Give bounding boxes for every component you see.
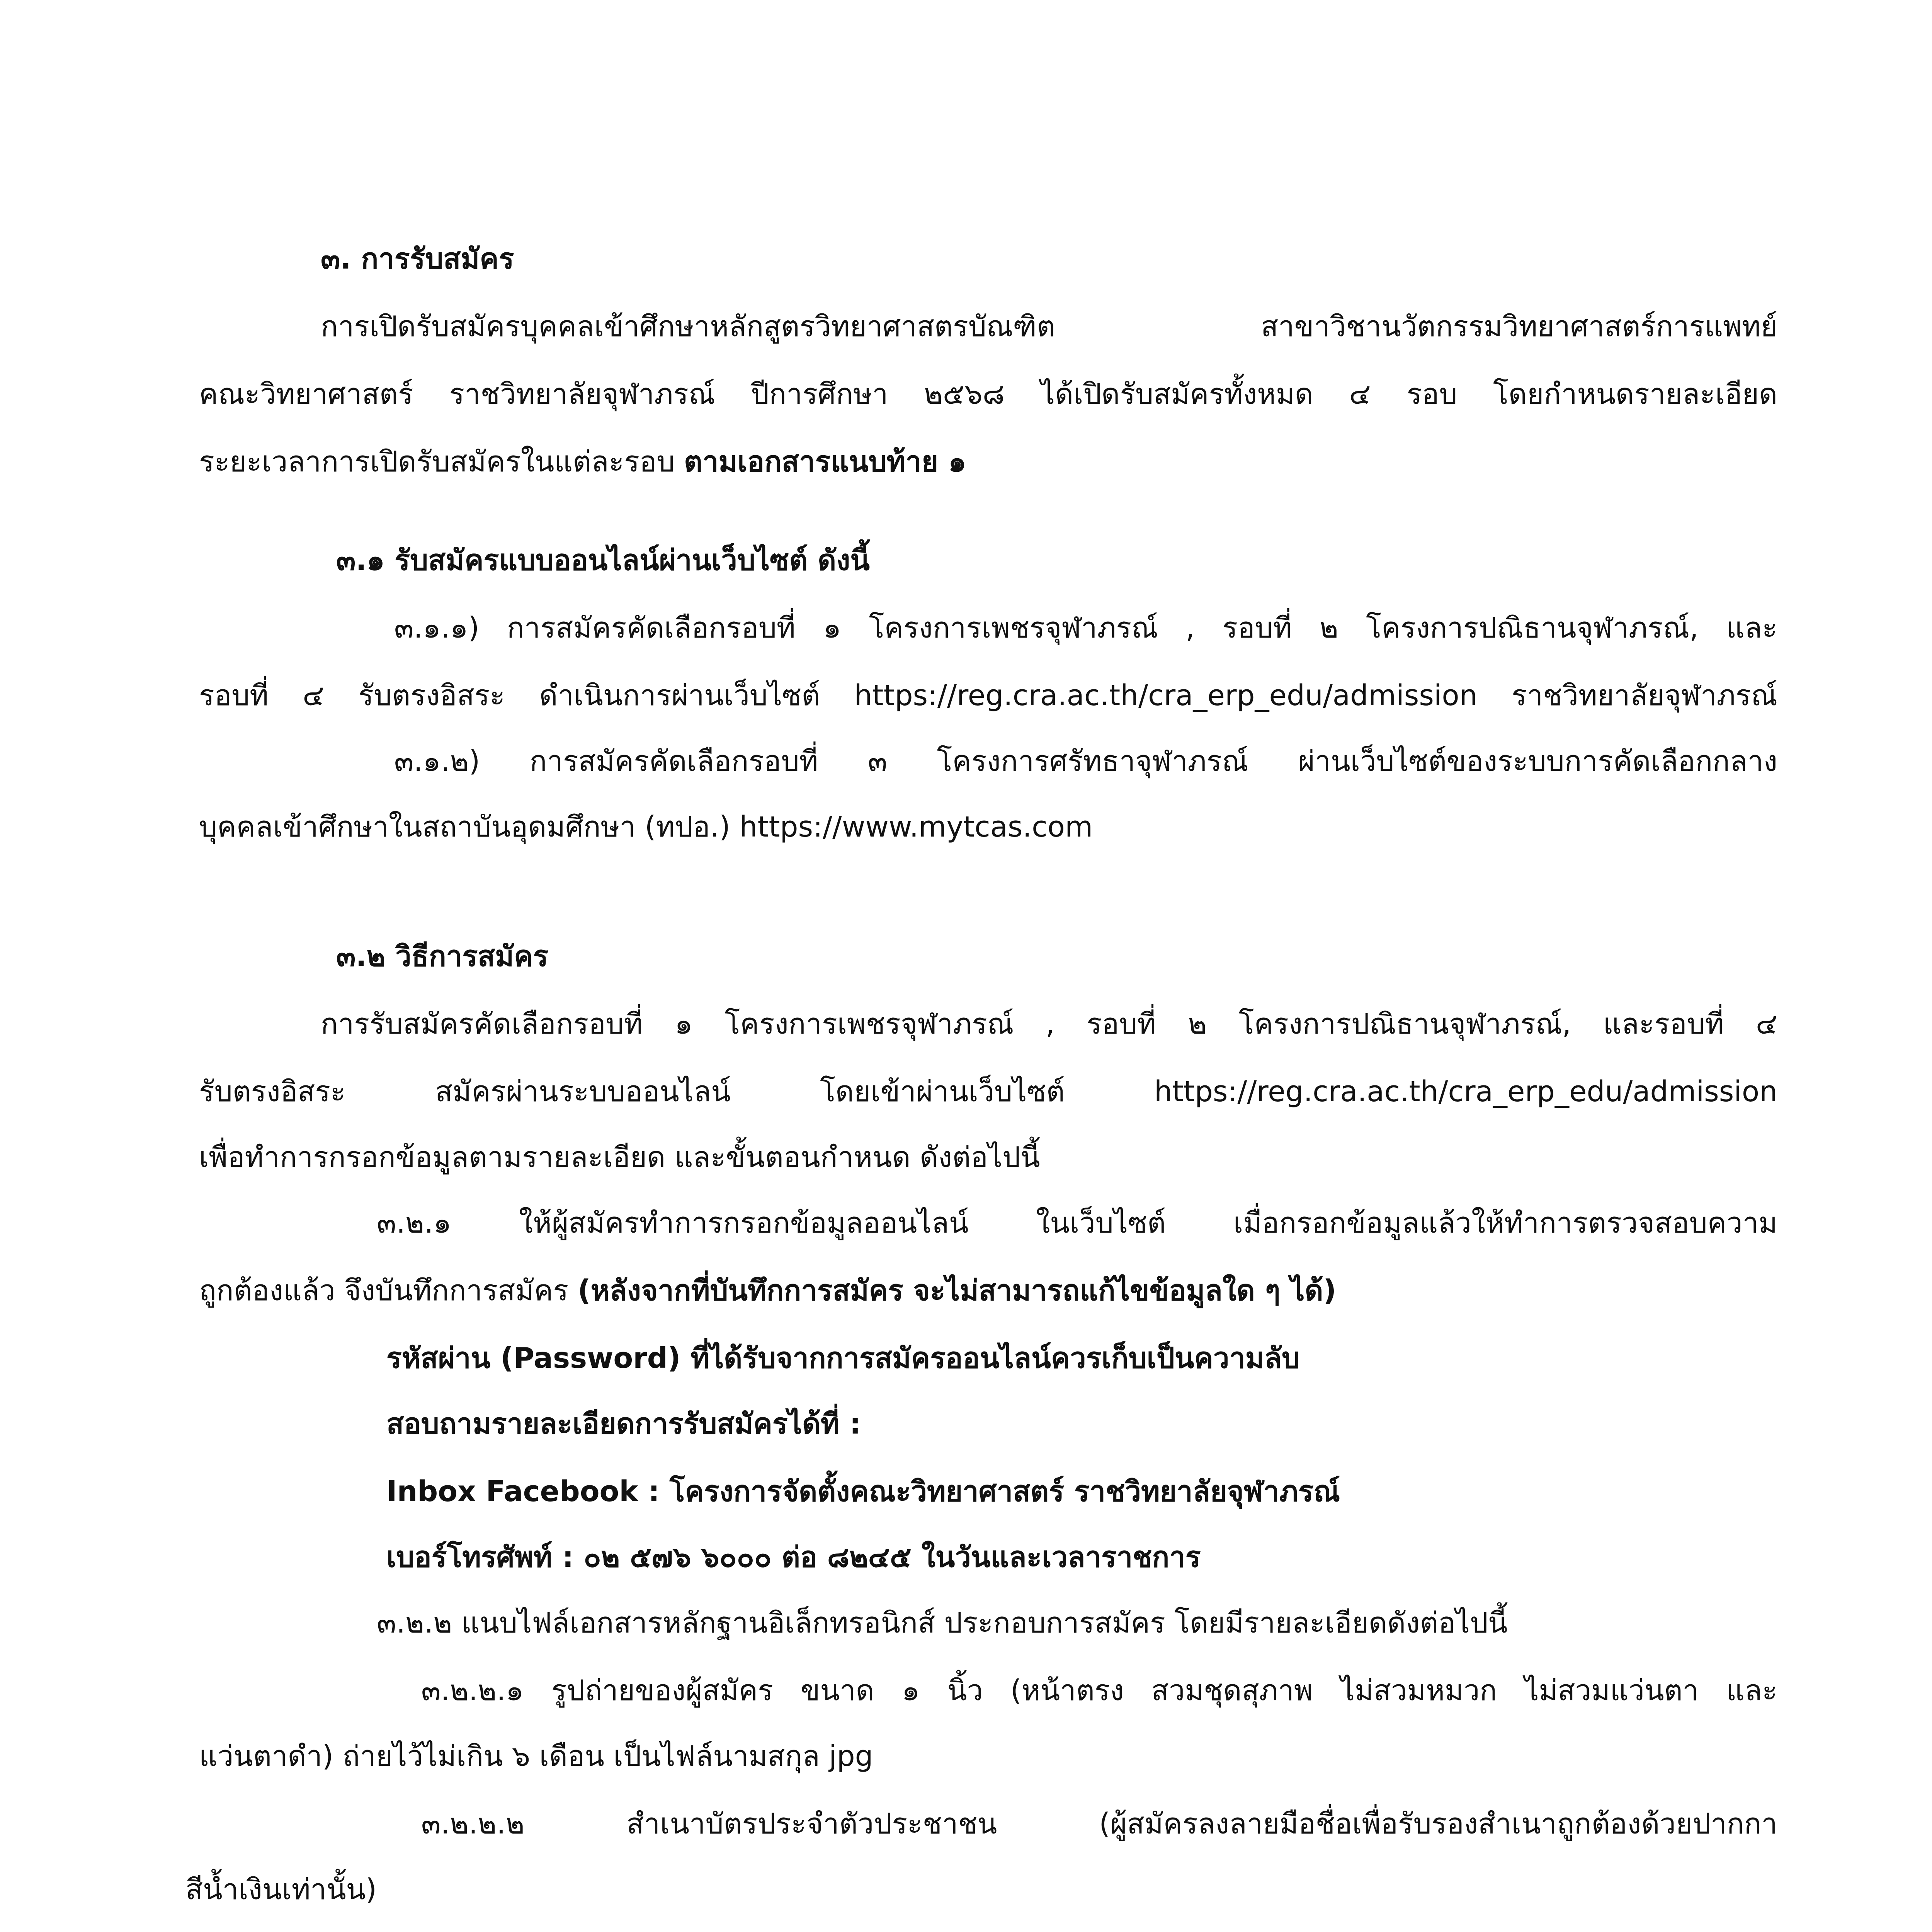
password-note: รหัสผ่าน (Password) ที่ได้รับจากการสมัครออนไลน์ควรเก็บเป็นความลับ bbox=[386, 1342, 1300, 1375]
facebook-contact: Inbox Facebook : โครงการจัดตั้งคณะวิทยาศาสตร์ ราชวิทยาลัยจุฬาภรณ์ bbox=[386, 1475, 1340, 1508]
sub-item-1-line-1: ๓.๒.๒.๑ รูปถ่ายของผู้สมัคร ขนาด ๑ นิ้ว (หน้าตรง สวมชุดสุภาพ ไม่สวมหมวก ไม่สวมแว่นตา และ bbox=[421, 1674, 1777, 1707]
section-3-2-1-line-2-text: ถูกต้องแล้ว จึงบันทึกการสมัคร bbox=[199, 1274, 578, 1307]
sub-item-2-line-2: สีน้ำเงินเท่านั้น) bbox=[185, 1873, 377, 1906]
section-3-2-1-line-1: ๓.๒.๑ ให้ผู้สมัครทำการกรอกข้อมูลออนไลน์ ในเว็บไซต์ เมื่อกรอกข้อมูลแล้วให้ทำการตรวจสอบความ bbox=[377, 1206, 1777, 1240]
section-3-2-intro-line-2: รับตรงอิสระ สมัครผ่านระบบออนไลน์ โดยเข้าผ่านเว็บไซต์ https://reg.cra.ac.th/cra_erp_edu/admission bbox=[199, 1075, 1777, 1108]
phone-contact: เบอร์โทรศัพท์ : ๐๒ ๕๗๖ ๖๐๐๐ ต่อ ๘๒๔๕ ในวันและเวลาราชการ bbox=[386, 1541, 1201, 1574]
section-3-1-2-line-1: ๓.๑.๒) การสมัครคัดเลือกรอบที่ ๓ โครงการศรัทธาจุฬาภรณ์ ผ่านเว็บไซต์ของระบบการคัดเลือกกลาง bbox=[394, 745, 1777, 778]
sub-item-2-line-1: ๓.๒.๒.๒ สำเนาบัตรประจำตัวประชาชน (ผู้สมัครลงลายมือชื่อเพื่อรับรองสำเนาถูกต้องด้วยปากกา bbox=[421, 1807, 1777, 1840]
section-3-1-1-line-1: ๓.๑.๑) การสมัครคัดเลือกรอบที่ ๑ โครงการเพชรจุฬาภรณ์ , รอบที่ ๒ โครงการปณิธานจุฬาภรณ์, และ bbox=[394, 611, 1777, 645]
section-3-intro-line-2: คณะวิทยาศาสตร์ ราชวิทยาลัยจุฬาภรณ์ ปีการศึกษา ๒๕๖๘ ได้เปิดรับสมัครทั้งหมด ๔ รอบ โดยกำหนดรายละเอียด bbox=[199, 378, 1777, 411]
attachment-reference: ตามเอกสารแนบท้าย ๑ bbox=[684, 445, 967, 478]
section-3-1-heading: ๓.๑ รับสมัครแบบออนไลน์ผ่านเว็บไซต์ ดังนี้ bbox=[336, 544, 870, 577]
section-3-2-1-line-2 bbox=[199, 1269, 1336, 1312]
section-3-intro-line-3-text: ระยะเวลาการเปิดรับสมัครในแต่ละรอบ bbox=[199, 445, 684, 478]
no-edit-warning: (หลังจากที่บันทึกการสมัคร จะไม่สามารถแก้ไขข้อมูลใด ๆ ได้) bbox=[577, 1274, 1337, 1307]
sub-item-1-line-2: แว่นตาดำ) ถ่ายไว้ไม่เกิน ๖ เดือน เป็นไฟล์นามสกุล jpg bbox=[199, 1740, 873, 1773]
section-3-1-2-line-2: บุคคลเข้าศึกษาในสถาบันอุดมศึกษา (ทปอ.) https://www.mytcas.com bbox=[199, 810, 1093, 844]
section-3-1-1-line-2: รอบที่ ๔ รับตรงอิสระ ดำเนินการผ่านเว็บไซต์ https://reg.cra.ac.th/cra_erp_edu/admission ราชวิทยาลัยจุฬาภรณ์ bbox=[199, 679, 1777, 712]
inquiry-note: สอบถามรายละเอียดการรับสมัครได้ที่ : bbox=[386, 1407, 861, 1440]
section-3-intro-line-3 bbox=[199, 440, 966, 483]
section-3-2-heading: ๓.๒ วิธีการสมัคร bbox=[336, 940, 549, 973]
section-3-intro-line-1: การเปิดรับสมัครบุคคลเข้าศึกษาหลักสูตรวิทยาศาสตรบัณฑิต สาขาวิชานวัตกรรมวิทยาศาสตร์การแพทย์ bbox=[321, 310, 1777, 343]
section-3-2-intro-line-3: เพื่อทำการกรอกข้อมูลตามรายละเอียด และขั้นตอนกำหนด ดังต่อไปนี้ bbox=[199, 1141, 1040, 1174]
section-3-2-intro-line-1: การรับสมัครคัดเลือกรอบที่ ๑ โครงการเพชรจุฬาภรณ์ , รอบที่ ๒ โครงการปณิธานจุฬาภรณ์, และรอบที่ ๔ bbox=[321, 1007, 1777, 1041]
section-3-2-2-line: ๓.๒.๒ แนบไฟล์เอกสารหลักฐานอิเล็กทรอนิกส์ ประกอบการสมัคร โดยมีรายละเอียดดังต่อไปนี้ bbox=[377, 1606, 1508, 1639]
section-3-heading: ๓. การรับสมัคร bbox=[321, 242, 514, 276]
